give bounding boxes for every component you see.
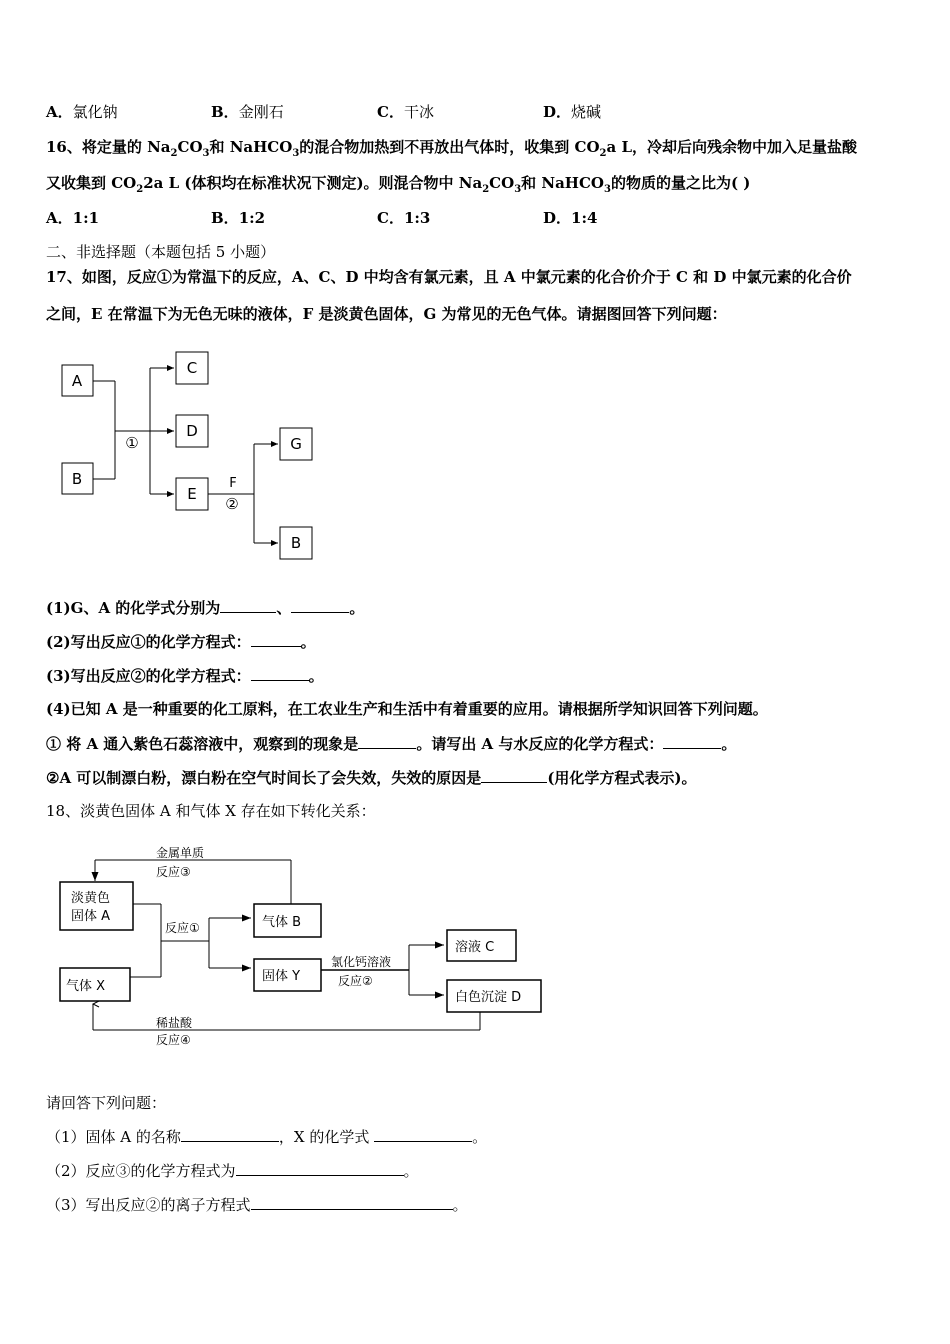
q17-label-b: B [71,470,83,488]
q18-prompt: 请回答下列问题： [46,1094,167,1112]
q17-label-e: E [187,485,197,503]
q17-box-e [176,478,208,510]
q16-option-b: B．1:2 [211,209,266,227]
q16-option-d: D．1:4 [543,209,598,227]
q15-option-d: D．烧碱 [543,103,602,121]
q18-label-y: 固体 Y [262,969,301,984]
q18-label-b: 气体 B [262,915,302,930]
q15-option-a: A．氯化钠 [46,103,118,121]
q18-sub-2: （2）反应③的化学方程式为 。 [46,1162,419,1180]
q18-box-x [60,968,130,1001]
q17-sub-2: (2)写出反应①的化学方程式： 。 [46,633,316,651]
q18-box-y [254,959,321,991]
q17-sub-4-1: ① 将 A 通入紫色石蕊溶液中，观察到的现象是 。请写出 A 与水反应的化学方程式： 。 [46,735,737,753]
q17-sub-1: (1)G、A 的化学式分别为 、 。 [46,599,365,617]
q15-option-c: C．干冰 [377,103,434,121]
q16-option-a: A．1:1 [46,209,100,227]
q18-label-reaction-2-2: 反应② [338,974,373,988]
q18-label-top-1: 金属单质 [156,846,205,860]
q18-label-bottom-1: 稀盐酸 [156,1016,193,1030]
q18-sub-1: （1）固体 A 的名称 ，X 的化学式 。 [46,1128,488,1146]
q18-box-c [447,930,516,961]
q16-line-1: 16、将定量的 $Na_2CO_3$和 NaHCO$_3$的混合物加热到不再放出气体时，收集到 $CO_2a$ L，冷却后向残余物中加入足量盐酸 [46,138,857,159]
section-2-title: 二、非选择题（本题包括 5 小题） [46,243,276,261]
q18-label-a-1: 淡黄色 [71,891,111,906]
q17-box-c [176,352,208,384]
q17-label-a: A [71,372,83,390]
q18-box-b [254,904,321,937]
q17-box-a [62,365,93,396]
q17-box-d [176,415,208,447]
q17-label-reaction-1: ① [125,434,139,452]
q17-sub-4-2: ②A 可以制漂白粉，漂白粉在空气时间长了会失效，失效的原因是 (用化学方程式表示)。 [46,769,697,787]
q17-box-b2 [280,527,312,559]
q17-line-2: 之间，E 在常温下为无色无味的液体，F 是淡黄色固体，G 为常见的无色气体。请据图回答下列问题： [46,305,727,323]
q18-box-d [447,980,541,1012]
q17-sub-3: (3)写出反应②的化学方程式： 。 [46,667,324,685]
q17-label-g: G [290,435,302,453]
q17-label-d: D [186,422,198,440]
q18-label-top-2: 反应③ [156,865,191,879]
q18-label-reaction-2-1: 氯化钙溶液 [331,955,392,969]
q17-box-g [280,428,312,460]
q17-label-c: C [186,359,198,377]
q16-line-2: 又收集到 $CO_22a$ L (体积均在标准状况下测定)。则混合物中 $Na_2CO_3$和 NaHCO$_3$的物质的量之比为( ) [46,174,751,195]
q17-sub-4: (4)已知 A 是一种重要的化工原料，在工农业生产和生活中有着重要的应用。请根据所学知识回答下列问题。 [46,700,768,718]
q17-label-reaction-2: ② [225,495,239,513]
q18-label-bottom-2: 反应④ [156,1033,191,1047]
q17-box-b [62,463,93,494]
q18-sub-3: （3）写出反应②的离子方程式 。 [46,1196,468,1214]
q17-line-1: 17、如图，反应①为常温下的反应，A、C、D 中均含有氯元素，且 A 中氯元素的化合价介于 C 和 D 中氯元素的化合价 [46,268,852,286]
q18-label-x: 气体 X [66,979,106,994]
q18-label-a-2: 固体 A [71,909,111,924]
q17-label-f: F [229,476,237,491]
q18-label-d: 白色沉淀 D [455,990,522,1005]
q18-box-a [60,882,133,930]
q16-option-c: C．1:3 [377,209,431,227]
q15-option-b: B．金刚石 [211,103,284,121]
q17-label-b2: B [290,534,302,552]
q18-line-1: 18、淡黄色固体 A 和气体 X 存在如下转化关系： [46,802,376,820]
q18-label-c: 溶液 C [455,940,495,955]
q18-label-reaction-1: 反应① [165,921,200,935]
